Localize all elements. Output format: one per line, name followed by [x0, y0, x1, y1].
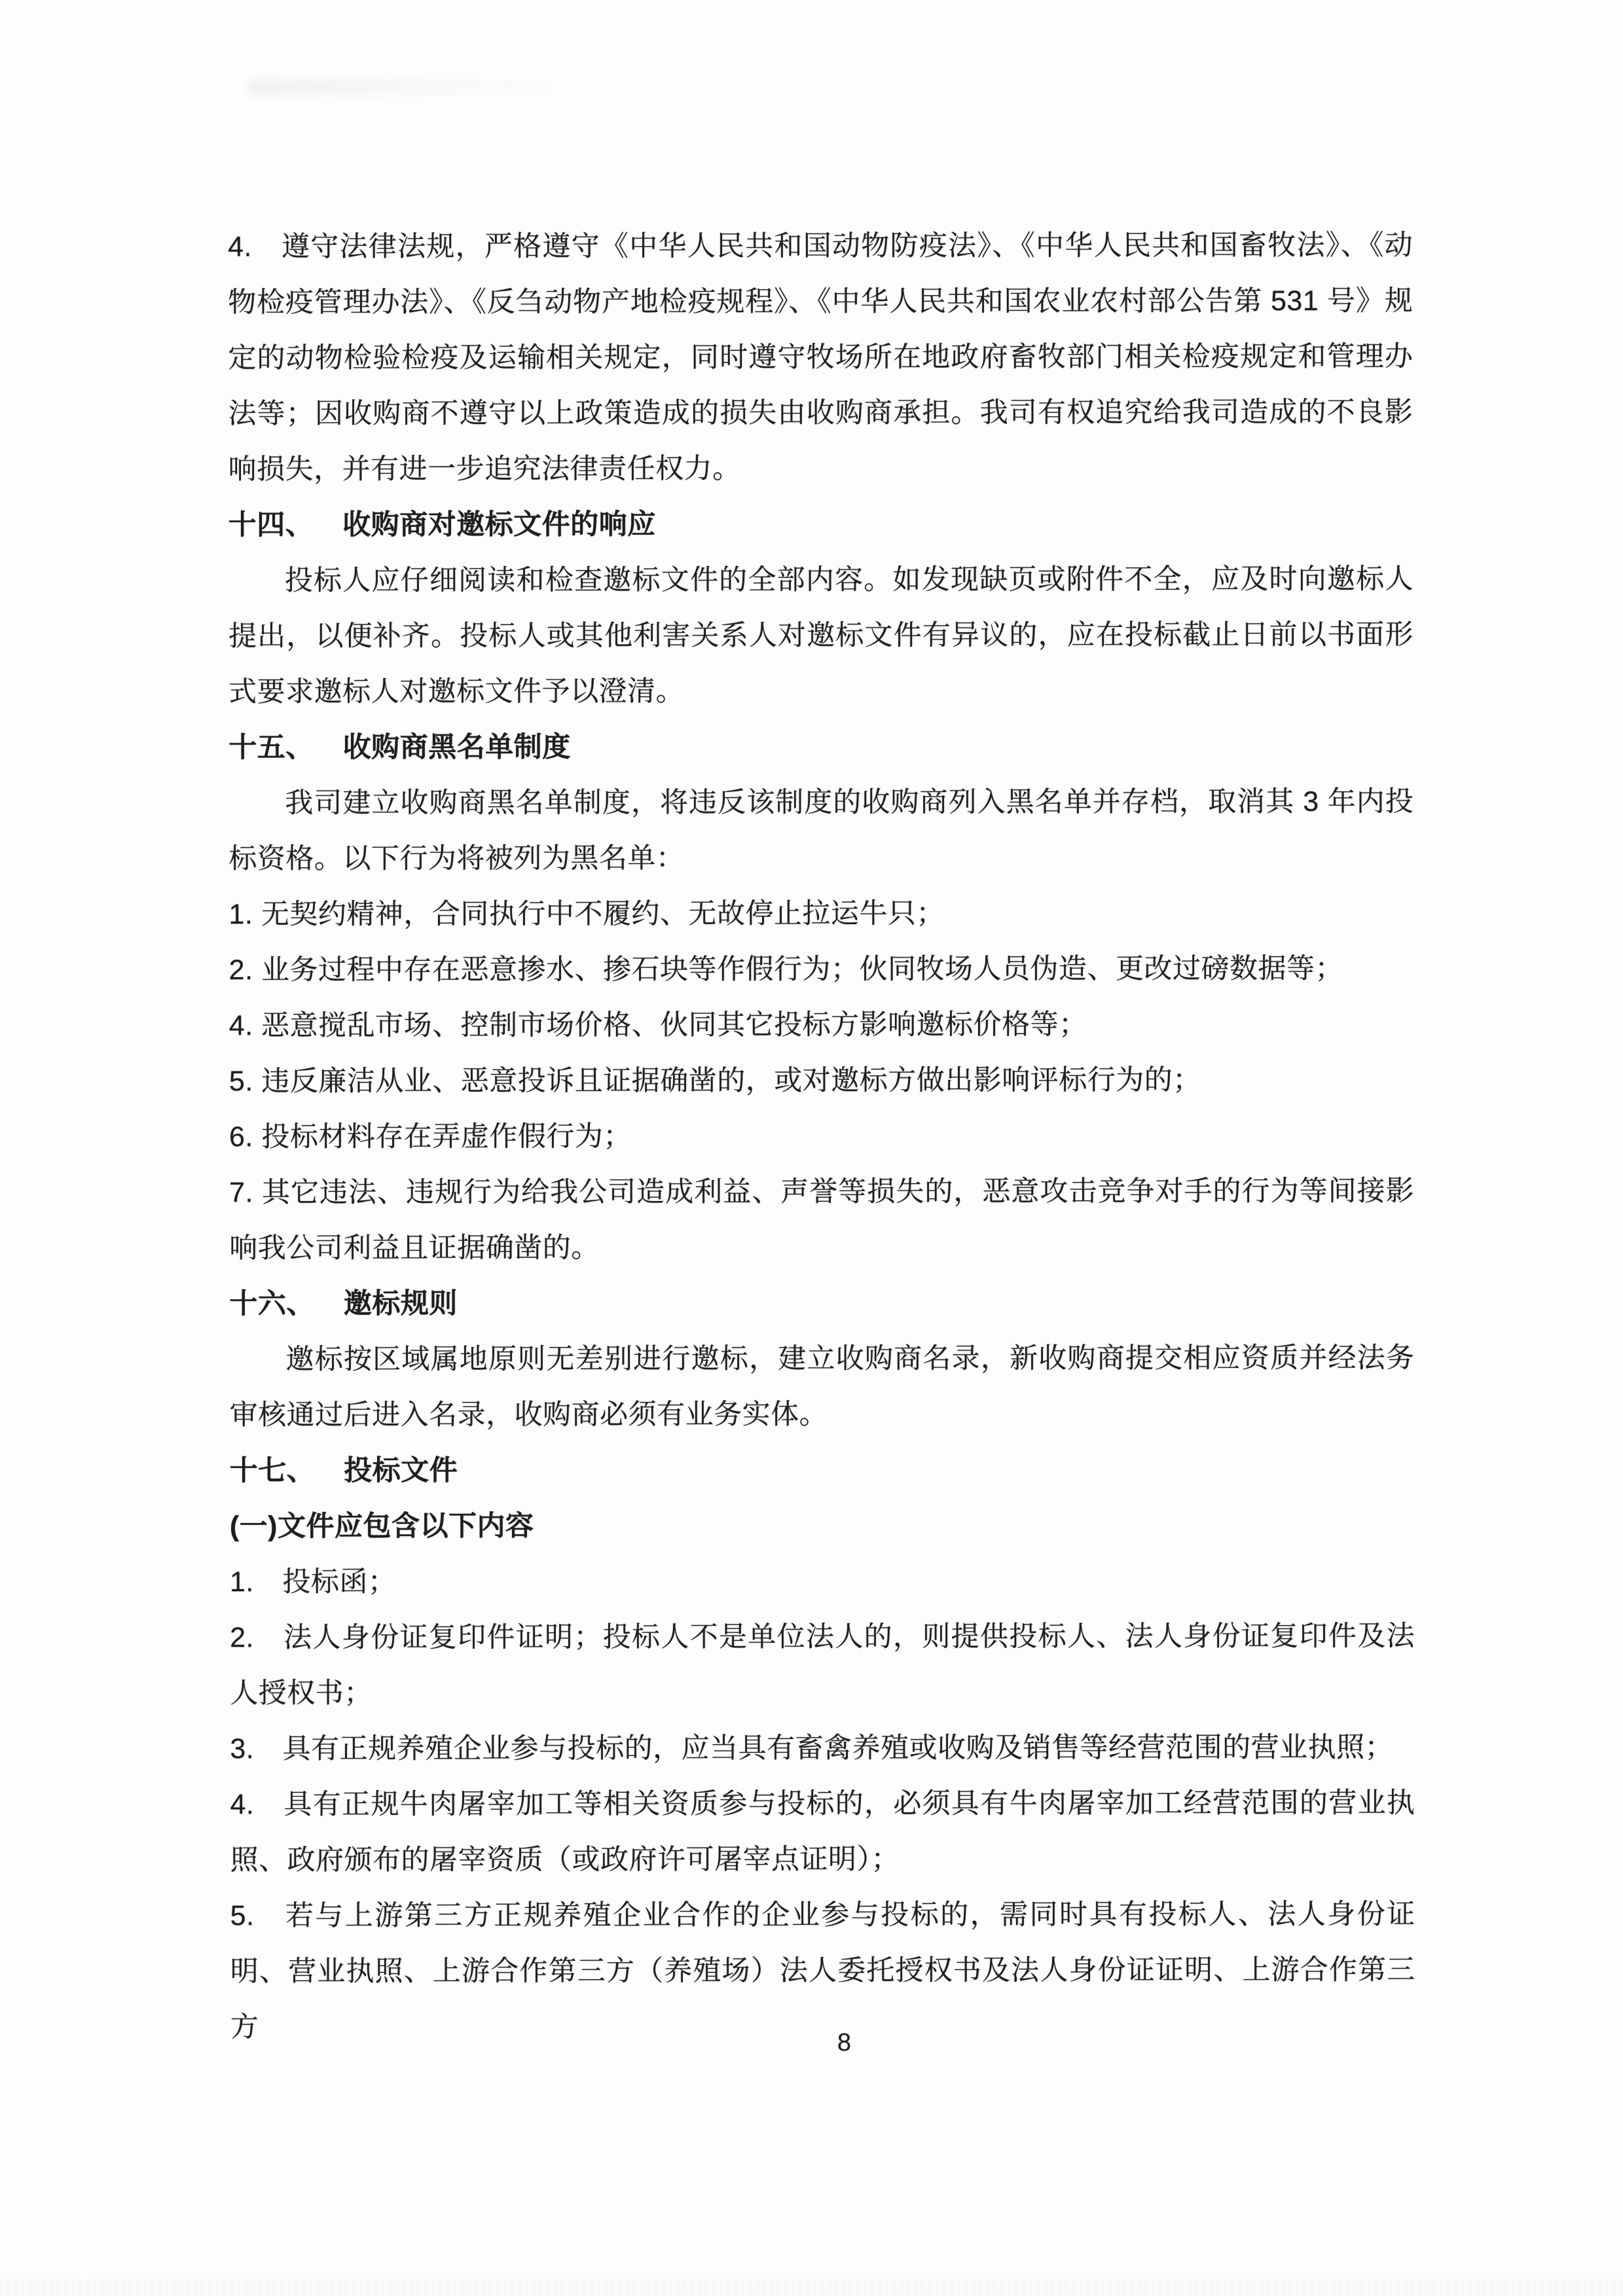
section-title: 邀标规则 — [343, 1287, 458, 1320]
bid-doc-item-5: 5. 若与上游第三方正规养殖企业合作的企业参与投标的，需同时具有投标人、法人身份证明、营业执照、上游合作第三方（养殖场）法人委托授权书及法人身份证证明、上游合作第三方 — [230, 1898, 1415, 2043]
bid-doc-item-1: 1. 投标函； — [229, 1566, 397, 1598]
blacklist-item-7: 7. 其它违法、违规行为给我公司造成利益、声誉等损失的，恶意攻击竞争对手的行为等间接影响我公司利益且证据确凿的。 — [229, 1175, 1415, 1265]
section-heading-17 — [230, 1442, 1415, 1499]
document-body — [228, 218, 1415, 2056]
section-heading-16 — [229, 1275, 1414, 1333]
scan-artifact-top — [249, 79, 589, 96]
bid-doc-item-4: 4. 具有正规牛肉屠宰加工等相关资质参与投标的，必须具有牛肉屠宰加工经营范围的营业执照、政府颁布的屠宰资质（或政府许可屠宰点证明）； — [230, 1787, 1415, 1876]
section-heading-15 — [228, 719, 1413, 776]
paragraph-response: 投标人应仔细阅读和检查邀标文件的全部内容。如发现缺页或附件不全，应及时向邀标人提出，以便补齐。投标人或其他利害关系人对邀标文件有异议的，应在投标截止日前以书面形式要求邀标人对邀标文件予以澄清。 — [228, 563, 1413, 708]
blacklist-item-1: 1. 无契约精神，合同执行中不履约、无故停止拉运牛只； — [228, 897, 945, 931]
section-heading-14 — [228, 496, 1413, 554]
list-item-4-legal: 4. 遵守法律法规，严格遵守《中华人民共和国动物防疫法》、《中华人民共和国畜牧法》、《动物检疫管理办法》、《反刍动物产地检疫规程》、《中华人民共和国农业农村部公告第 531 号》规定的动物检验检疫及运输相关规定，同时遵守牧场所在地政府畜牧部门相关检疫规定和管理办法等；因收购商不遵守以上政策造成的损失由收购商承担。我司有权追究给我司造成的不良影响损失，并有进一步追究法律责任权力。 — [228, 229, 1413, 486]
paragraph-blacklist-intro: 我司建立收购商黑名单制度，将违反该制度的收购商列入黑名单并存档，取消其 3 年内投标资格。以下行为将被列为黑名单： — [228, 785, 1414, 875]
blacklist-item-2: 2. 业务过程中存在恶意掺水、掺石块等作假行为；伙同牧场人员伪造、更改过磅数据等； — [228, 952, 1343, 986]
blacklist-item-4: 4. 恶意搅乱市场、控制市场价格、伙同其它投标方影响邀标价格等； — [228, 1009, 1087, 1042]
section-title: 收购商黑名单制度 — [342, 731, 571, 764]
subsection-heading-contents: (一)文件应包含以下内容 — [229, 1510, 534, 1543]
section-number: 十五、 — [228, 732, 314, 764]
blacklist-item-6: 6. 投标材料存在弄虚作假行为； — [228, 1121, 632, 1153]
scan-artifact-bottom — [0, 2279, 1623, 2296]
bid-doc-item-3: 3. 具有正规养殖企业参与投标的，应当具有畜禽养殖或收购及销售等经营范围的营业执照； — [230, 1731, 1394, 1765]
section-title: 投标文件 — [344, 1454, 458, 1487]
blacklist-item-5: 5. 违反廉洁从业、恶意投诉且证据确凿的，或对邀标方做出影响评标行为的； — [228, 1064, 1201, 1098]
section-number: 十七、 — [229, 1455, 316, 1487]
section-title: 收购商对邀标文件的响应 — [342, 509, 656, 541]
section-number: 十六、 — [229, 1288, 315, 1320]
paragraph-invitation-rules: 邀标按区域属地原则无差别进行邀标，建立收购商名录，新收购商提交相应资质并经法务审核通过后进入名录，收购商必须有业务实体。 — [229, 1342, 1415, 1431]
bid-doc-item-2: 2. 法人身份证复印件证明；投标人不是单位法人的，则提供投标人、法人身份证复印件及法人授权书； — [230, 1620, 1415, 1710]
page-number: 8 — [837, 2029, 852, 2056]
section-number: 十四、 — [228, 509, 314, 541]
page-footer — [0, 2029, 1623, 2057]
